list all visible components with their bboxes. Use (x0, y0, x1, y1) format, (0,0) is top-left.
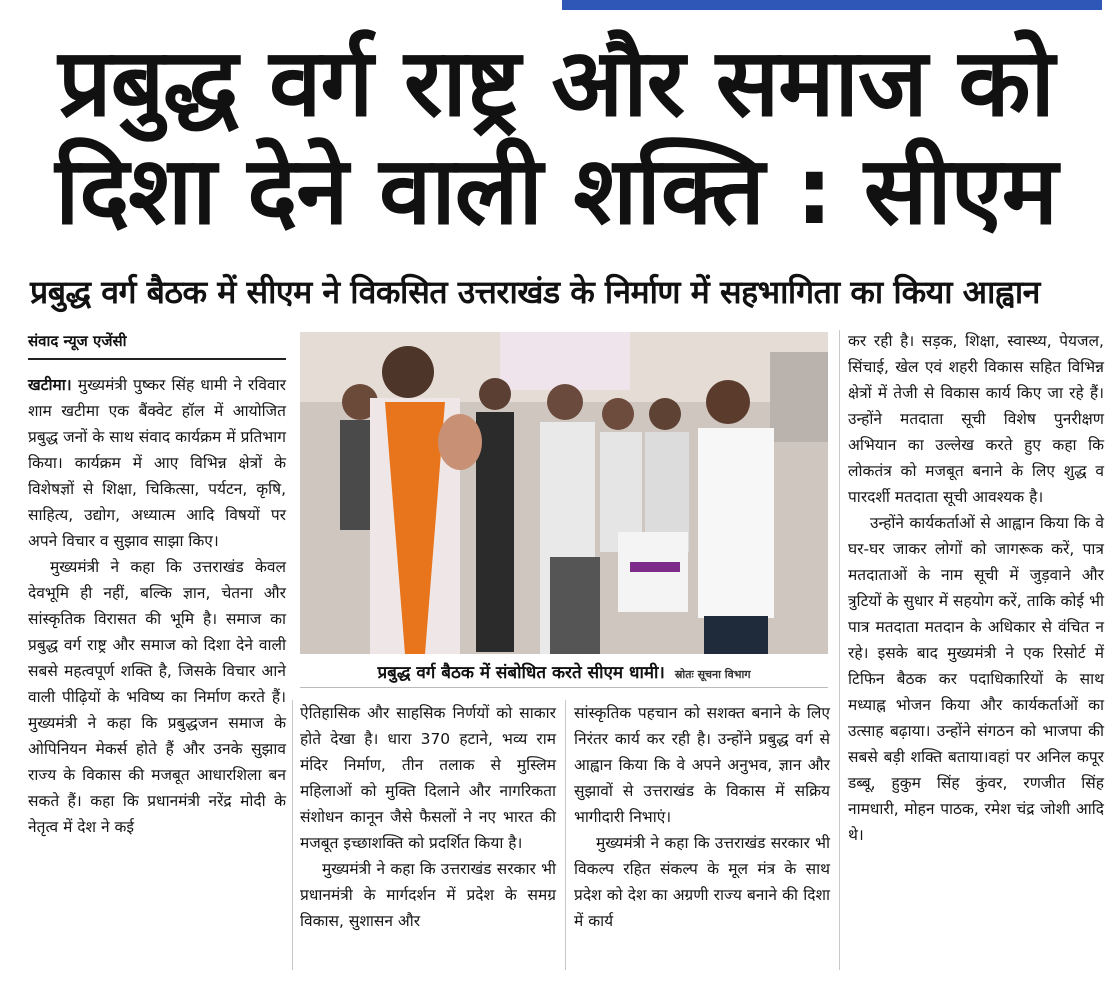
paragraph: मुख्यमंत्री ने कहा कि उत्तराखंड केवल देवभूमि ही नहीं, बल्कि ज्ञान, चेतना और सांस्कृतिक विरासत की भूमि है। समाज का प्रबुद्ध वर्ग राष्ट्र और समाज को दिशा देने वाली सबसे महत्वपूर्ण शक्ति है, जिसके विचार आने वाली पीढ़ियों के भविष्य का निर्माण करते हैं। मुख्यमंत्री ने कहा कि प्रबुद्धजन समाज के ओपिनियन मेकर्स होते हैं और उनके सुझाव राज्य के विकास की मजबूत आधारशिला बन सकते हैं। कहा कि प्रधानमंत्री नरेंद्र मोदी के नेतृत्व में देश ने कई (28, 558, 286, 836)
column-divider (292, 700, 293, 970)
headline-line-1: प्रबुद्ध वर्ग राष्ट्र और समाज को (58, 29, 1054, 138)
dateline: खटीमा। (28, 376, 72, 394)
photo-source: स्रोतः सूचना विभाग (674, 668, 751, 681)
article-column-4 (848, 328, 1104, 848)
paragraph: उन्होंने कार्यकर्ताओं से आह्वान किया कि वे घर-घर जाकर लोगों को जागरूक करें, पात्र मतदाताओं के नाम सूची में जुड़वाने और त्रुटियों के सुधार में सहयोग करें, ताकि कोई भी पात्र मतदाता मतदान के अधिकार से वंचित न रहे। इसके बाद मुख्यमंत्री ने एक रिसोर्ट में टिफिन बैठक कर पदाधिकारियों के साथ मध्याह्न भोजन किया और कार्यकर्ताओं का उत्साह बढ़ाया। उन्होंने संगठन को भाजपा की सबसे बड़ी शक्ति बताया।वहां पर अनिल कपूर डब्बू, हुकुम सिंह कुंवर, रणजीत सिंह नामधारी, मोहन पाठक, रमेश चंद्र जोशी आदि थे। (848, 514, 1104, 844)
paragraph-text: मुख्यमंत्री पुष्कर सिंह धामी ने रविवार शाम खटीमा एक बैंक्वेट हॉल में आयोजित प्रबुद्ध जनों के साथ संवाद कार्यक्रम में प्रतिभाग किया। कार्यक्रम में आए विभिन्न क्षेत्रों के विशेषज्ञों से शिक्षा, चिकित्सा, पर्यटन, कृषि, साहित्य, उद्योग, अध्यात्म आदि विषयों पर अपने विचार व सुझाव साझा किए। (28, 376, 286, 550)
top-color-bar (562, 0, 1102, 10)
paragraph (28, 372, 286, 554)
byline: संवाद न्यूज एजेंसी (28, 332, 127, 350)
article-column-3 (574, 700, 830, 934)
article-column-2 (300, 700, 556, 934)
paragraph: कर रही है। सड़क, शिक्षा, स्वास्थ्य, पेयजल, सिंचाई, खेल एवं शहरी विकास सहित विभिन्न क्षेत्रों में तेजी से विकास कार्य किए जा रहे हैं।उन्होंने मतदाता सूची विशेष पुनरीक्षण अभियान का उल्लेख करते हुए कहा कि लोकतंत्र को मजबूत बनाने के लिए शुद्ध व पारदर्शी मतदाता सूची आवश्यक है। (848, 332, 1104, 506)
photo-caption (300, 660, 828, 688)
byline-divider (28, 358, 286, 360)
column-divider (565, 700, 566, 970)
headline (0, 30, 1112, 246)
paragraph: सांस्कृतिक पहचान को सशक्त बनाने के लिए निरंतर कार्य कर रही है। उन्होंने प्रबुद्ध वर्ग से आह्वान किया कि वे अपने अनुभव, ज्ञान और सुझावों से उत्तराखंड के विकास में सक्रिय भागीदारी निभाएं। (574, 704, 830, 826)
paragraph: ऐतिहासिक और साहसिक निर्णयों को साकार होते देखा है। धारा 370 हटाने, भव्य राम मंदिर निर्माण, तीन तलाक से मुस्लिम महिलाओं को मुक्ति दिलाने और नागरिकता संशोधन कानून जैसे फैसलों ने नए भारत की मजबूत इच्छाशक्ति को प्रदर्शित किया है। (300, 704, 556, 852)
photo-illustration (300, 332, 828, 654)
caption-text: प्रबुद्ध वर्ग बैठक में संबोधित करते सीएम धामी। (377, 663, 665, 683)
subheadline: प्रबुद्ध वर्ग बैठक में सीएम ने विकसित उत्तराखंड के निर्माण में सहभागिता का किया आह्वान (30, 273, 1040, 311)
column-divider (839, 330, 840, 970)
paragraph: मुख्यमंत्री ने कहा कि उत्तराखंड सरकार भी विकल्प रहित संकल्प के मूल मंत्र के साथ प्रदेश को देश का अग्रणी राज्य बनाने की दिशा में कार्य (574, 834, 830, 930)
paragraph: मुख्यमंत्री ने कहा कि उत्तराखंड सरकार भी प्रधानमंत्री के मार्गदर्शन में प्रदेश के समग्र विकास, सुशासन और (300, 860, 556, 930)
article-column-1 (28, 372, 286, 840)
news-photo (300, 332, 828, 654)
headline-line-2: दिशा देने वाली शक्ति : सीएम (55, 137, 1057, 246)
top-strip (0, 0, 1112, 12)
